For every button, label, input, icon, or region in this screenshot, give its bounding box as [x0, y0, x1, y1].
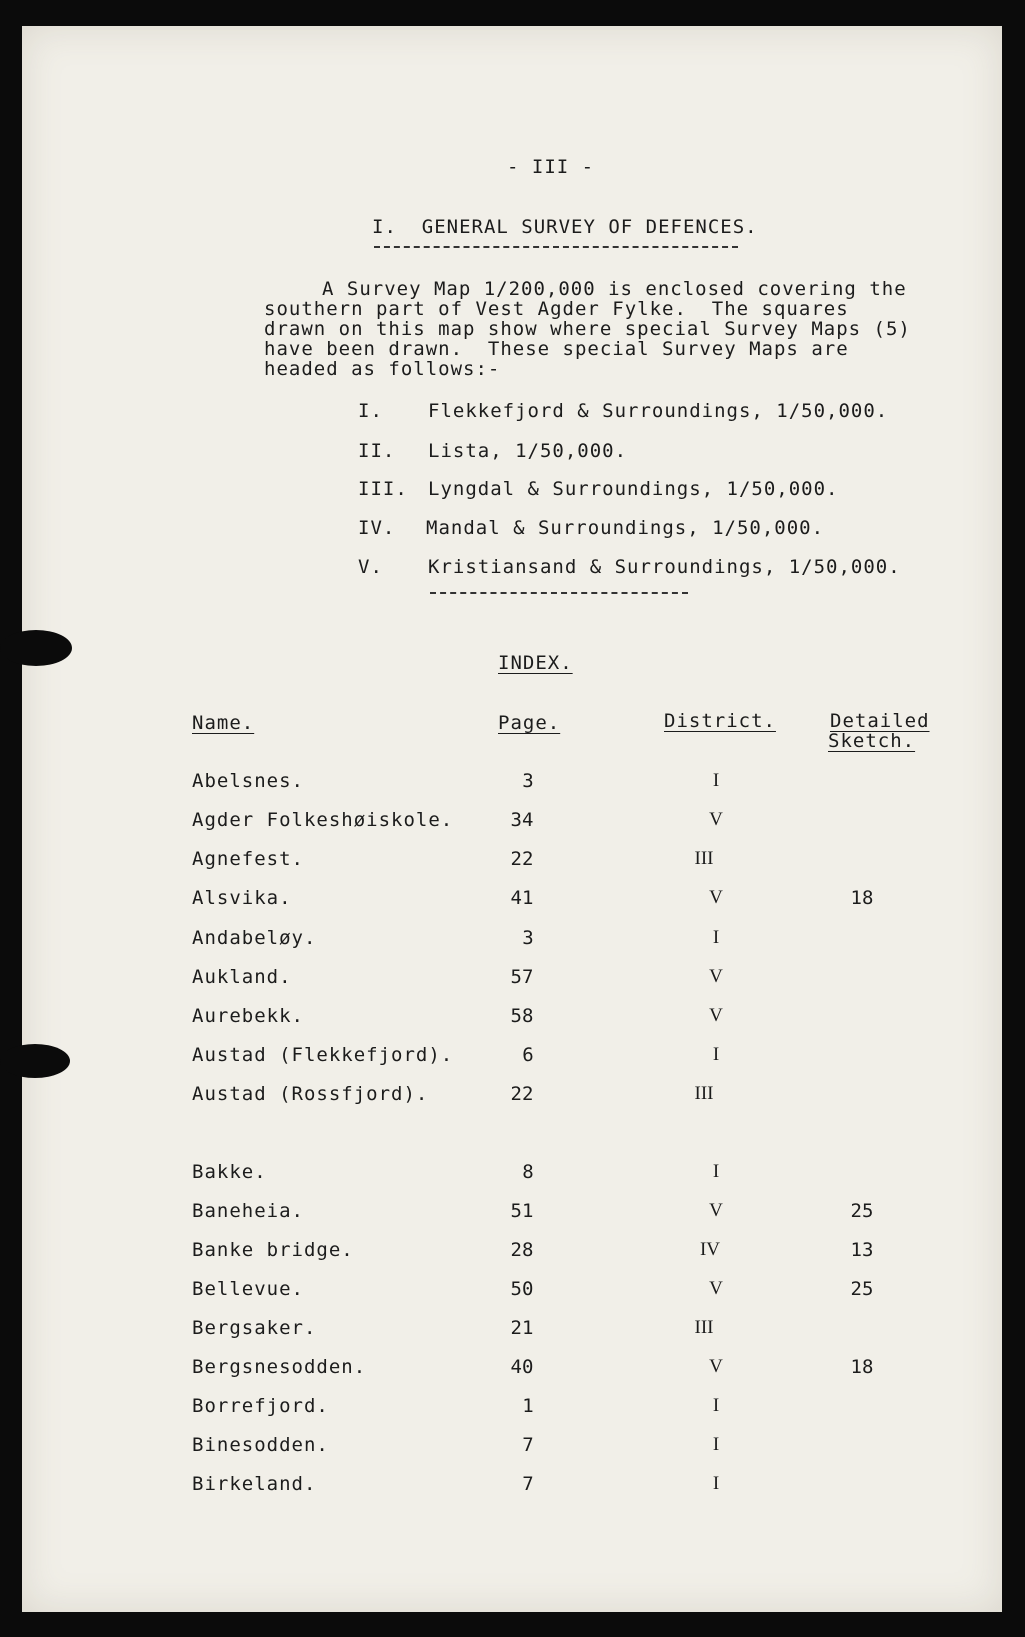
column-header-page: Page. [498, 712, 561, 734]
title-underline-dashes [374, 246, 738, 248]
column-header-name: Name. [192, 712, 255, 734]
page-marker: - III - [507, 156, 595, 178]
row-district: V [709, 966, 723, 987]
row-name: Bergsnesodden. [192, 1356, 367, 1378]
index-title: INDEX. [498, 652, 573, 674]
map-title: Kristiansand & Surroundings, 1/50,000. [428, 556, 901, 578]
table-row [22, 809, 1002, 839]
row-district: V [709, 1356, 723, 1377]
table-row [22, 1200, 1002, 1230]
row-sketch: 25 [850, 1200, 874, 1222]
map-title: Lyngdal & Surroundings, 1/50,000. [428, 478, 839, 500]
map-numeral: IV. [358, 517, 396, 539]
row-district: V [709, 809, 723, 830]
intro-line-3: drawn on this map show where special Survey Maps (5) [264, 318, 911, 340]
row-name: Austad (Flekkefjord). [192, 1044, 454, 1066]
punch-hole-top [0, 630, 72, 666]
table-row [22, 848, 1002, 878]
row-name: Bellevue. [192, 1278, 304, 1300]
map-numeral: II. [358, 440, 396, 462]
table-row [22, 770, 1002, 800]
table-row [22, 966, 1002, 996]
table-row [22, 1356, 1002, 1386]
row-name: Borrefjord. [192, 1395, 329, 1417]
row-name: Agder Folkeshøiskole. [192, 809, 454, 831]
row-district: I [712, 1395, 720, 1416]
row-page: 7 [522, 1434, 534, 1456]
map-title: Flekkefjord & Surroundings, 1/50,000. [428, 400, 889, 422]
row-name: Aukland. [192, 966, 292, 988]
row-page: 8 [522, 1161, 534, 1183]
row-district: I [712, 1473, 720, 1494]
map-numeral: III. [358, 478, 408, 500]
row-district: III [694, 1083, 714, 1104]
row-page: 21 [510, 1317, 534, 1339]
row-name: Bakke. [192, 1161, 267, 1183]
row-page: 34 [510, 809, 534, 831]
row-sketch: 18 [850, 1356, 874, 1378]
row-district: V [709, 1200, 723, 1221]
intro-line-4: have been drawn. These special Survey Maps are [264, 338, 849, 360]
row-page: 22 [510, 848, 534, 870]
map-numeral: V. [358, 556, 383, 578]
row-sketch: 18 [850, 887, 874, 909]
row-page: 51 [510, 1200, 534, 1222]
row-name: Birkeland. [192, 1473, 317, 1495]
row-name: Bergsaker. [192, 1317, 317, 1339]
table-row [22, 927, 1002, 957]
map-title: Mandal & Surroundings, 1/50,000. [426, 517, 825, 539]
intro-line-1: A Survey Map 1/200,000 is enclosed covering the [322, 278, 907, 300]
row-page: 50 [510, 1278, 534, 1300]
row-district: I [712, 770, 720, 791]
row-name: Binesodden. [192, 1434, 329, 1456]
document-page [22, 26, 1002, 1612]
table-row [22, 1044, 1002, 1074]
row-name: Alsvika. [192, 887, 292, 909]
row-page: 28 [510, 1239, 534, 1261]
row-page: 40 [510, 1356, 534, 1378]
row-sketch: 25 [850, 1278, 874, 1300]
row-page: 41 [510, 887, 534, 909]
row-district: III [694, 1317, 714, 1338]
row-district: I [712, 927, 720, 948]
table-row [22, 1434, 1002, 1464]
table-row [22, 1239, 1002, 1269]
table-row [22, 1278, 1002, 1308]
section-title: I. GENERAL SURVEY OF DEFENCES. [372, 216, 758, 238]
table-row [22, 1473, 1002, 1503]
row-district: I [712, 1044, 720, 1065]
map-numeral: I. [358, 400, 383, 422]
row-district: V [709, 1278, 723, 1299]
table-row [22, 1395, 1002, 1425]
column-header-sketch-line2: Sketch. [828, 730, 916, 752]
row-district: V [709, 1005, 723, 1026]
row-name: Aurebekk. [192, 1005, 304, 1027]
row-name: Andabeløy. [192, 927, 317, 949]
column-header-sketch-line1: Detailed [830, 710, 930, 732]
row-district: III [694, 848, 714, 869]
map-title: Lista, 1/50,000. [428, 440, 628, 462]
row-district: I [712, 1434, 720, 1455]
row-district: I [712, 1161, 720, 1182]
column-header-district: District. [664, 710, 776, 732]
row-sketch: 13 [850, 1239, 874, 1261]
row-page: 58 [510, 1005, 534, 1027]
table-row [22, 887, 1002, 917]
row-page: 57 [510, 966, 534, 988]
row-page: 3 [522, 770, 534, 792]
row-page: 6 [522, 1044, 534, 1066]
table-row [22, 1161, 1002, 1191]
intro-line-2: southern part of Vest Agder Fylke. The squares [264, 298, 849, 320]
row-name: Abelsnes. [192, 770, 304, 792]
row-district: V [709, 887, 723, 908]
row-page: 1 [522, 1395, 534, 1417]
table-row [22, 1317, 1002, 1347]
row-district: IV [699, 1239, 721, 1260]
table-row [22, 1083, 1002, 1113]
row-name: Banke bridge. [192, 1239, 354, 1261]
row-name: Agnefest. [192, 848, 304, 870]
row-name: Austad (Rossfjord). [192, 1083, 429, 1105]
intro-line-5: headed as follows:- [264, 358, 501, 380]
row-page: 3 [522, 927, 534, 949]
row-name: Baneheia. [192, 1200, 304, 1222]
row-page: 22 [510, 1083, 534, 1105]
row-page: 7 [522, 1473, 534, 1495]
table-row [22, 1005, 1002, 1035]
list-separator-dashes [430, 592, 688, 594]
